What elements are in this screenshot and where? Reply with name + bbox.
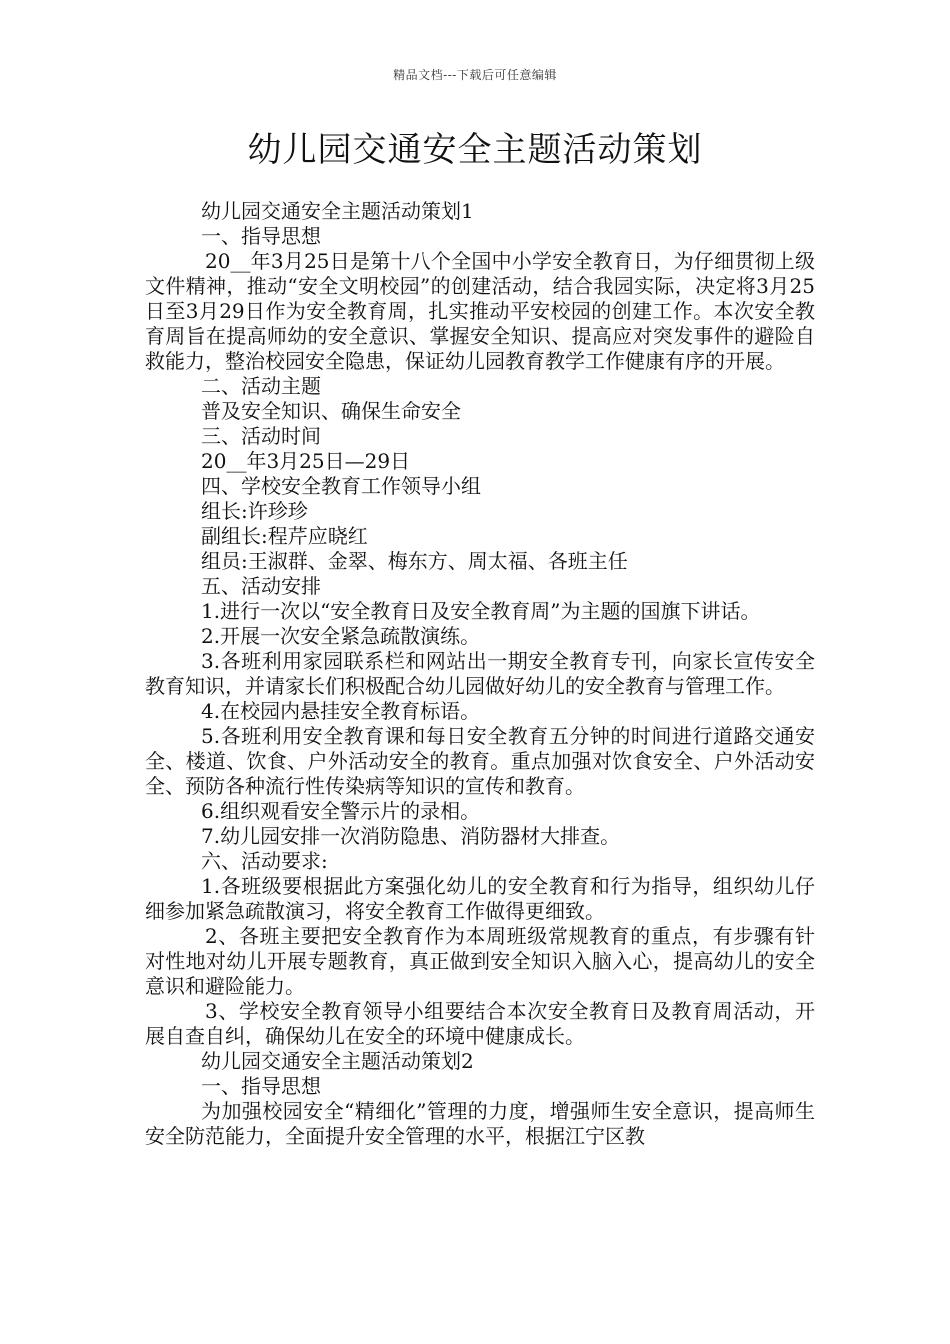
paragraph-section-arrangement: 五、活动安排: [201, 574, 321, 598]
paragraph-theme-body: 普及安全知识、确保生命安全: [201, 399, 461, 423]
document-body: [145, 199, 815, 1149]
page-header: 精品文档---下载后可任意编辑: [393, 68, 557, 82]
paragraph-arrangement-1: 1.进行一次以“安全教育日及安全教育周”为主题的国旗下讲话。: [201, 599, 761, 623]
paragraph-requirement-3: 3、学校安全教育领导小组要结合本次安全教育日及教育周活动，开展自查自纠，确保幼儿在安全的环境中健康成长。: [145, 999, 815, 1048]
paragraph-requirement-1: 1.各班级要根据此方案强化幼儿的安全教育和行为指导，组织幼儿仔细参加紧急疏散演习，将安全教育工作做得更细致。: [145, 874, 815, 923]
paragraph-guiding-thought-body: 20__年3月25日是第十八个全国中小学安全教育日，为仔细贯彻上级文件精神，推动“安全文明校园”的创建活动，结合我园实际，决定将3月25日至3月29日作为安全教育周，扎实推动平安校园的创建工作。本次安全教育周旨在提高师幼的安全意识、掌握安全知识、提高应对突发事件的避险自救能力，整治校园安全隐患，保证幼儿园教育教学工作健康有序的开展。: [145, 249, 815, 373]
paragraph-members: 组员:王淑群、金翠、梅东方、周太福、各班主任: [201, 549, 628, 573]
paragraph-section-requirements: 六、活动要求:: [201, 849, 328, 873]
paragraph-plan-1-heading: 幼儿园交通安全主题活动策划1: [201, 199, 474, 223]
document-title: 幼儿园交通安全主题活动策划: [247, 130, 703, 170]
paragraph-requirement-2: 2、各班主要把安全教育作为本周班级常规教育的重点，有步骤有针对性地对幼儿开展专题教育，真正做到安全知识入脑入心，提高幼儿的安全意识和避险能力。: [145, 924, 815, 998]
paragraph-section-guiding-thought: 一、指导思想: [201, 224, 321, 248]
paragraph-arrangement-5: 5.各班利用安全教育课和每日安全教育五分钟的时间进行道路交通安全、楼道、饮食、户外活动安全的教育。重点加强对饮食安全、户外活动安全、预防各种流行性传染病等知识的宣传和教育。: [145, 724, 815, 798]
paragraph-deputy-leader: 副组长:程芹应晓红: [201, 524, 368, 548]
paragraph-plan-2-guiding-thought-body: 为加强校园安全“精细化”管理的力度，增强师生安全意识，提高师生安全防范能力，全面提升安全管理的水平，根据江宁区教: [145, 1099, 815, 1148]
paragraph-leader: 组长:许珍珍: [201, 499, 308, 523]
paragraph-plan-2-heading: 幼儿园交通安全主题活动策划2: [201, 1049, 474, 1073]
paragraph-arrangement-3: 3.各班利用家园联系栏和网站出一期安全教育专刊，向家长宣传安全教育知识，并请家长们积极配合幼儿园做好幼儿的安全教育与管理工作。: [145, 649, 815, 698]
paragraph-section-leadership: 四、学校安全教育工作领导小组: [201, 474, 481, 498]
paragraph-arrangement-4: 4.在校园内悬挂安全教育标语。: [201, 699, 481, 723]
paragraph-section-time: 三、活动时间: [201, 424, 321, 448]
paragraph-time-body: 20__年3月25日—29日: [201, 449, 411, 473]
paragraph-arrangement-7: 7.幼儿园安排一次消防隐患、消防器材大排查。: [201, 824, 621, 848]
paragraph-arrangement-2: 2.开展一次安全紧急疏散演练。: [201, 624, 481, 648]
paragraph-section-theme: 二、活动主题: [201, 374, 321, 398]
paragraph-arrangement-6: 6.组织观看安全警示片的录相。: [201, 799, 481, 823]
paragraph-plan-2-section-guiding-thought: 一、指导思想: [201, 1074, 321, 1098]
